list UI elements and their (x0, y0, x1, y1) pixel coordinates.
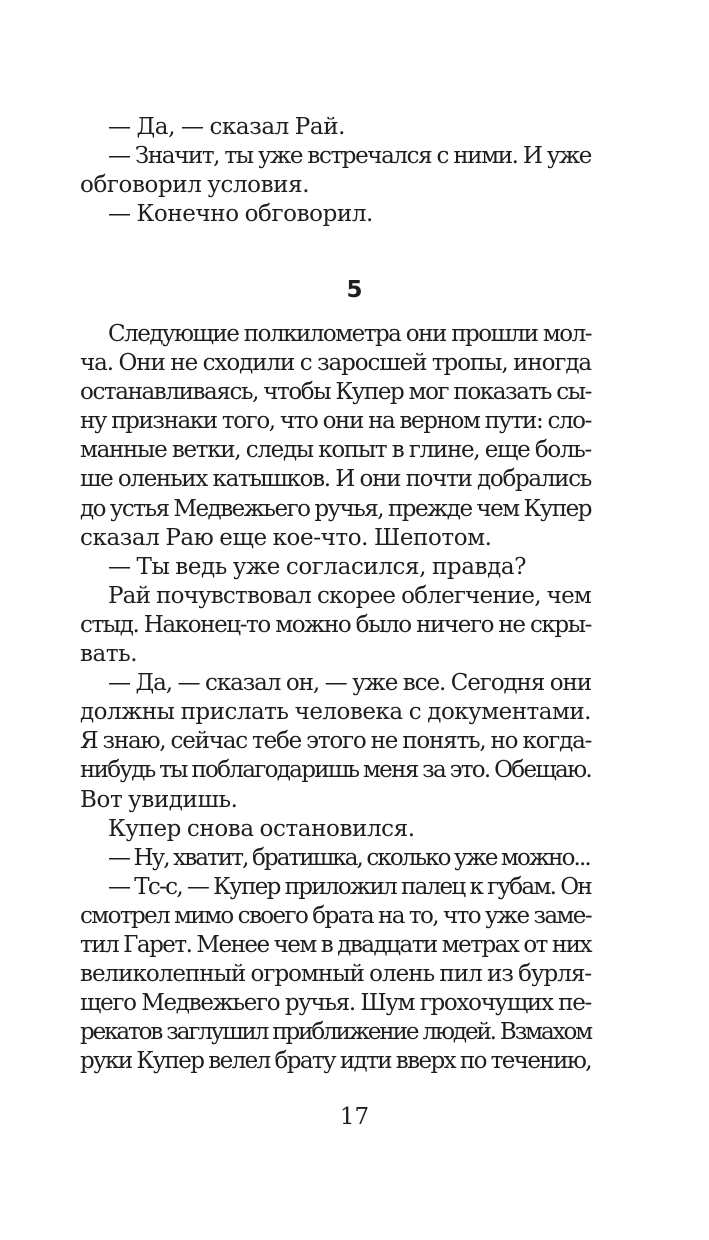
text-line: Следующие полкилометра они прошли мол- (108, 321, 591, 347)
text-line: должны прислать человека с документами. (80, 699, 591, 726)
text-line: смотрел мимо своего брата на то, что уже заме- (80, 902, 591, 929)
page-number: 17 (339, 1104, 370, 1130)
text-line: Купер снова остановился. (108, 815, 415, 842)
text-line: тил Гарет. Менее чем в двадцати метрах от них (80, 931, 591, 958)
text-line: — Ты ведь уже согласился, правда? (108, 553, 527, 580)
text-line: руки Купер велел брату идти вверх по течению, (80, 1048, 591, 1075)
text-line: — Значит, ты уже встречался с ними. И уже (108, 143, 591, 170)
text-line: сказал Раю еще кое-что. Шепотом. (80, 524, 492, 551)
text-line: — Тс-с, — Купер приложил палец к губам. Он (108, 873, 591, 900)
text-line: вать. (80, 641, 138, 668)
text-line: ше оленьих катышков. И они почти добрались (80, 466, 591, 493)
dialogue-block (80, 113, 591, 229)
text-line: манные ветки, следы копыт в глине, еще боль- (80, 437, 591, 464)
text-line: стыд. Наконец-то можно было ничего не скры- (80, 611, 591, 638)
text-line: щего Медвежьего ручья. Шум грохочущих пе- (80, 990, 591, 1017)
text-line: — Да, — сказал он, — уже все. Сегодня они (108, 670, 591, 697)
text-line: рекатов заглушил приближение людей. Взмахом (80, 1019, 591, 1046)
text-line: — Да, — сказал Рай. (108, 114, 346, 140)
text-line: — Ну, хватит, братишка, сколько уже можно... (108, 844, 590, 871)
text-line: великолепный огромный олень пил из бурля- (80, 961, 592, 988)
text-line: останавливаясь, чтобы Купер мог показать сы- (80, 379, 591, 406)
text-line: обговорил условия. (80, 172, 310, 199)
text-line: ча. Они не сходили с заросшей тропы, иногда (80, 350, 591, 377)
text-line: Рай почувствовал скорее облегчение, чем (108, 582, 591, 609)
text-line: Вот увидишь. (80, 786, 238, 813)
chapter-number: 5 (346, 277, 363, 303)
chapter-body (80, 320, 591, 1076)
text-line: ну признаки того, что они на верном пути: сло- (80, 408, 591, 435)
text-line: — Конечно обговорил. (108, 201, 373, 228)
text-line: нибудь ты поблагодаришь меня за это. Обещаю. (80, 757, 592, 784)
text-line: до устья Медвежьего ручья, прежде чем Купер (80, 495, 591, 522)
text-line: Я знаю, сейчас тебе этого не понять, но когда- (80, 728, 592, 755)
